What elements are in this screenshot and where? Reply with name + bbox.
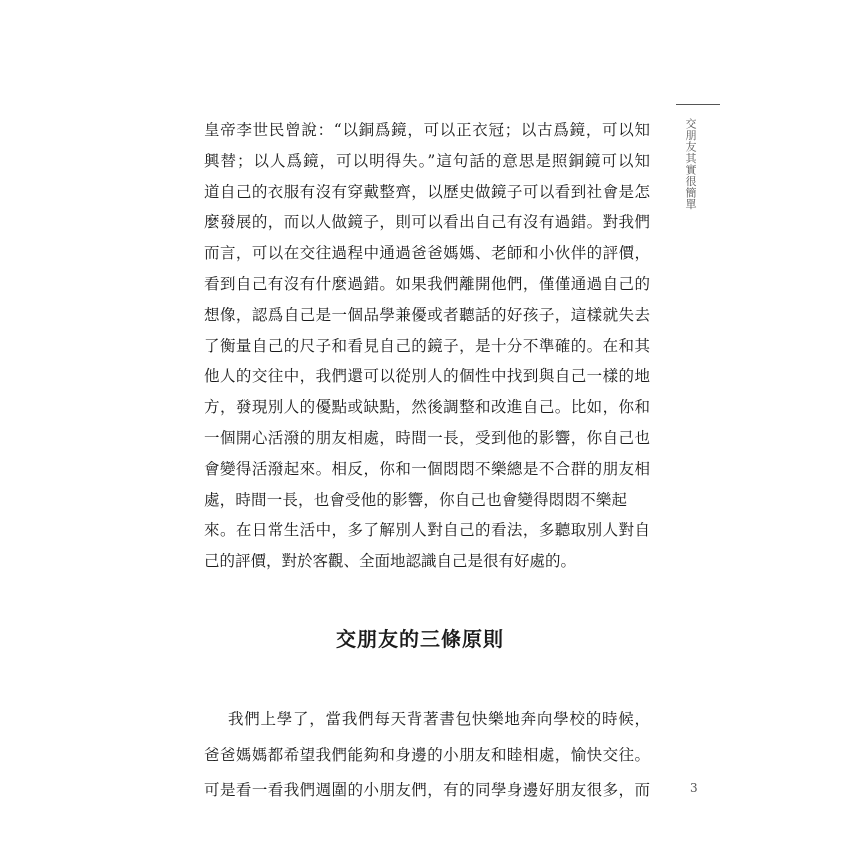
- text-line: 皇帝李世民曾說：“以銅爲鏡，可以正衣冠；以古爲鏡，可以知: [204, 121, 650, 139]
- header-rule: [676, 104, 720, 105]
- text-line: 來。在日常生活中，多了解別人對自己的看法，多聽取別人對自: [204, 521, 650, 540]
- text-line: 會變得活潑起來。相反，你和一個悶悶不樂總是不合群的朋友相: [204, 459, 650, 478]
- text-line: 方，發現別人的優點或缺點，然後調整和改進自己。比如，你和: [204, 398, 650, 417]
- section-heading: [0, 626, 850, 652]
- section-heading-text: 交朋友的三條原則: [336, 627, 504, 651]
- text-line: 興替；以人爲鏡，可以明得失。”這句話的意思是照銅鏡可以知: [204, 151, 650, 170]
- text-line: 爸爸媽媽都希望我們能夠和身邊的小朋友和睦相處，愉快交往。: [204, 746, 650, 764]
- text-line: 己的評價，對於客觀、全面地認識自己是很有好處的。: [204, 552, 577, 571]
- text-line: 道自己的衣服有沒有穿戴整齊，以歷史做鏡子可以看到社會是怎: [204, 182, 650, 201]
- text-line: 一個開心活潑的朋友相處，時間一長，受到他的影響，你自己也: [204, 429, 650, 447]
- text-line: 了衡量自己的尺子和看見自己的鏡子，是十分不準確的。在和其: [204, 336, 650, 355]
- text-line: 想像，認爲自己是一個品學兼優或者聽話的好孩子，這樣就失去: [204, 305, 650, 324]
- running-header: 交朋友其實很簡單: [684, 118, 697, 210]
- text-line: 他人的交往中，我們還可以從別人的個性中找到與自己一樣的地: [204, 367, 650, 386]
- text-line: 看到自己有沒有什麼過錯。如果我們離開他們，僅僅通過自己的: [204, 275, 650, 293]
- text-line: 可是看一看我們週圍的小朋友們，有的同學身邊好朋友很多，而: [204, 781, 650, 799]
- text-line: 而言，可以在交往過程中通過爸爸媽媽、老師和小伙伴的評價，: [204, 244, 650, 263]
- text-line: 麼發展的，而以人做鏡子，則可以看出自己有沒有過錯。對我們: [204, 213, 650, 232]
- text-line: 處，時間一長，也會受他的影響，你自己也會變得悶悶不樂起: [204, 490, 627, 509]
- page-number: 3: [690, 781, 698, 795]
- text-line: 我們上學了，當我們每天背著書包快樂地奔向學校的時候，: [228, 710, 650, 728]
